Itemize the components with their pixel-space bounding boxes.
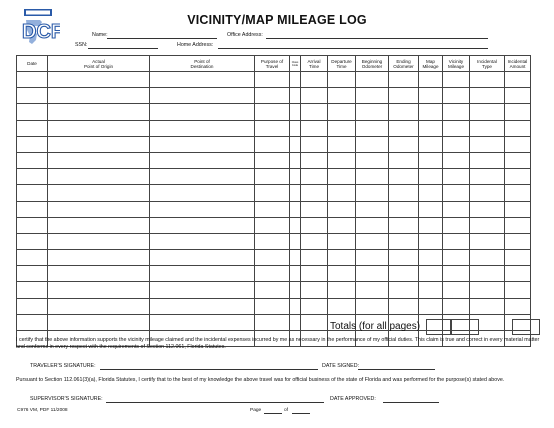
column-header-line-1: Incidental (507, 58, 528, 64)
table-row (17, 104, 531, 120)
table-cell[interactable] (443, 298, 470, 314)
table-cell[interactable] (290, 233, 301, 249)
table-cell[interactable] (419, 120, 443, 136)
column-header-line-2: Code (291, 63, 299, 67)
table-cell[interactable] (505, 233, 531, 249)
column-header (356, 56, 389, 72)
table-cell[interactable] (290, 266, 301, 282)
table-row (17, 152, 531, 168)
totals-label: Totals (for all pages) (330, 321, 421, 332)
table-cell[interactable] (389, 120, 419, 136)
traveler-signature-field[interactable] (100, 363, 318, 370)
table-cell[interactable] (17, 72, 48, 88)
table-cell[interactable] (48, 233, 150, 249)
table-cell[interactable] (255, 201, 290, 217)
table-cell[interactable] (443, 233, 470, 249)
table-row (17, 120, 531, 136)
table-cell[interactable] (328, 72, 356, 88)
table-row (17, 185, 531, 201)
table-cell[interactable] (48, 72, 150, 88)
table-cell[interactable] (470, 185, 505, 201)
column-header (150, 56, 255, 72)
table-cell[interactable] (301, 104, 328, 120)
table-cell[interactable] (301, 298, 328, 314)
table-cell[interactable] (389, 282, 419, 298)
table-cell[interactable] (150, 314, 255, 330)
table-cell[interactable] (290, 152, 301, 168)
table-cell[interactable] (150, 169, 255, 185)
table-cell[interactable] (301, 169, 328, 185)
table-cell[interactable] (419, 201, 443, 217)
table-row (17, 136, 531, 152)
table-cell[interactable] (389, 266, 419, 282)
table-cell[interactable] (328, 88, 356, 104)
table-cell[interactable] (443, 201, 470, 217)
table-cell[interactable] (290, 217, 301, 233)
column-header-line-1: Incidental (477, 58, 497, 64)
date-approved-label: DATE APPROVED: (330, 396, 376, 402)
column-header (389, 56, 419, 72)
table-cell[interactable] (290, 88, 301, 104)
table-cell[interactable] (419, 266, 443, 282)
column-header-line-1: Vicinity (448, 58, 464, 64)
table-cell[interactable] (301, 136, 328, 152)
table-cell[interactable] (301, 314, 328, 330)
table-cell[interactable] (255, 136, 290, 152)
table-cell[interactable] (356, 217, 389, 233)
table-cell[interactable] (419, 217, 443, 233)
table-cell[interactable] (356, 233, 389, 249)
table-cell[interactable] (419, 104, 443, 120)
table-cell[interactable] (48, 314, 150, 330)
table-cell[interactable] (150, 88, 255, 104)
mileage-log-table (16, 55, 531, 347)
table-cell[interactable] (328, 185, 356, 201)
column-header (290, 56, 301, 72)
table-cell[interactable] (470, 233, 505, 249)
table-cell[interactable] (419, 88, 443, 104)
table-cell[interactable] (17, 104, 48, 120)
table-cell[interactable] (48, 266, 150, 282)
table-cell[interactable] (328, 120, 356, 136)
table-cell[interactable] (389, 72, 419, 88)
table-cell[interactable] (150, 266, 255, 282)
table-cell[interactable] (443, 185, 470, 201)
table-cell[interactable] (17, 152, 48, 168)
table-cell[interactable] (443, 250, 470, 266)
table-cell[interactable] (255, 314, 290, 330)
table-cell[interactable] (48, 104, 150, 120)
table-cell[interactable] (17, 185, 48, 201)
column-header (328, 56, 356, 72)
table-cell[interactable] (48, 88, 150, 104)
table-cell[interactable] (356, 72, 389, 88)
table-cell[interactable] (150, 282, 255, 298)
table-cell[interactable] (150, 201, 255, 217)
page-title: VICINITY/MAP MILEAGE LOG (187, 13, 367, 27)
table-cell[interactable] (290, 136, 301, 152)
date-signed-label: DATE SIGNED: (322, 363, 359, 369)
table-cell[interactable] (443, 169, 470, 185)
table-cell[interactable] (419, 233, 443, 249)
table-cell[interactable] (389, 217, 419, 233)
table-cell[interactable] (48, 152, 150, 168)
table-row (17, 250, 531, 266)
table-cell[interactable] (443, 266, 470, 282)
table-cell[interactable] (356, 250, 389, 266)
table-row (17, 217, 531, 233)
table-cell[interactable] (505, 169, 531, 185)
column-header-line-2: Odometer (361, 63, 383, 69)
table-cell[interactable] (301, 217, 328, 233)
column-header-line-1: Map (426, 58, 435, 64)
table-cell[interactable] (443, 88, 470, 104)
table-cell[interactable] (290, 169, 301, 185)
table-cell[interactable] (328, 266, 356, 282)
column-header-line-2: Amount (509, 63, 526, 69)
table-cell[interactable] (328, 136, 356, 152)
certification-statement: I certify that the above information supports the vicinity mileage claimed and the incidental expenses incurred by me as necessary in the performance of my official duties. This claim is true and correct in every material matter and conforms in every respect with the requirements of Section 112.061, Florida Statutes. (16, 337, 540, 351)
date-signed-field[interactable] (358, 363, 435, 370)
table-cell[interactable] (48, 250, 150, 266)
column-header-line-1: Actual (92, 58, 105, 64)
table-cell[interactable] (505, 88, 531, 104)
table-cell[interactable] (290, 72, 301, 88)
table-cell[interactable] (328, 169, 356, 185)
office-address-field[interactable] (266, 32, 488, 39)
ssn-field[interactable] (88, 42, 158, 49)
column-header (419, 56, 443, 72)
table-cell[interactable] (470, 201, 505, 217)
table-cell[interactable] (356, 169, 389, 185)
table-cell[interactable] (150, 298, 255, 314)
table-cell[interactable] (505, 201, 531, 217)
table-cell[interactable] (301, 120, 328, 136)
column-header-line-2: Destination (190, 63, 214, 69)
table-cell[interactable] (389, 136, 419, 152)
table-cell[interactable] (470, 217, 505, 233)
name-field[interactable] (107, 32, 217, 39)
table-cell[interactable] (150, 72, 255, 88)
table-cell[interactable] (505, 298, 531, 314)
table-cell[interactable] (290, 201, 301, 217)
table-row (17, 72, 531, 88)
table-cell[interactable] (290, 185, 301, 201)
table-cell[interactable] (443, 104, 470, 120)
table-cell[interactable] (150, 185, 255, 201)
table-cell[interactable] (505, 152, 531, 168)
table-cell[interactable] (505, 120, 531, 136)
table-cell[interactable] (356, 185, 389, 201)
table-cell[interactable] (443, 72, 470, 88)
table-cell[interactable] (48, 201, 150, 217)
name-label: Name: (92, 32, 108, 38)
home-address-label: Home Address: (177, 42, 214, 48)
logo-text: DCF (22, 21, 60, 43)
table-row (17, 88, 531, 104)
table-cell[interactable] (48, 169, 150, 185)
column-header-line-2: Odometer (393, 63, 414, 69)
column-header-line-1: Beginning (361, 58, 383, 64)
table-cell[interactable] (419, 282, 443, 298)
table-cell[interactable] (150, 233, 255, 249)
table-cell[interactable] (470, 72, 505, 88)
column-header (17, 56, 48, 72)
column-header (48, 56, 150, 72)
column-header (470, 56, 505, 72)
table-cell[interactable] (255, 88, 290, 104)
table-cell[interactable] (150, 152, 255, 168)
column-header-line-1: Ending (396, 58, 411, 64)
table-cell[interactable] (389, 88, 419, 104)
ssn-label: SSN: (75, 42, 88, 48)
table-cell[interactable] (290, 104, 301, 120)
table-cell[interactable] (443, 152, 470, 168)
table-cell[interactable] (150, 120, 255, 136)
table-cell[interactable] (356, 201, 389, 217)
table-cell[interactable] (443, 120, 470, 136)
table-cell[interactable] (470, 152, 505, 168)
table-cell[interactable] (443, 282, 470, 298)
table-cell[interactable] (505, 72, 531, 88)
table-cell[interactable] (470, 169, 505, 185)
table-cell[interactable] (389, 298, 419, 314)
supervisor-signature-field[interactable] (106, 396, 324, 403)
table-cell[interactable] (470, 266, 505, 282)
table-cell[interactable] (290, 282, 301, 298)
table-cell[interactable] (356, 88, 389, 104)
table-cell[interactable] (389, 185, 419, 201)
table-cell[interactable] (470, 298, 505, 314)
table-cell[interactable] (505, 217, 531, 233)
table-cell[interactable] (150, 136, 255, 152)
column-header (443, 56, 470, 72)
column-header-line-1: Class (291, 60, 299, 64)
table-cell[interactable] (150, 217, 255, 233)
column-header-line-1: Purpose of (260, 58, 284, 64)
table-cell[interactable] (419, 250, 443, 266)
table-cell[interactable] (419, 169, 443, 185)
table-row (17, 298, 531, 314)
table-cell[interactable] (328, 104, 356, 120)
table-cell[interactable] (505, 250, 531, 266)
table-header-row (17, 56, 531, 72)
table-row (17, 201, 531, 217)
supervisor-certification: Pursuant to Section 112.061(3)(a), Florida Statutes, I certify that to the best of my knowledge the above travel was for official business of the state of Florida and was performed for the purpose(s) stated above. (16, 377, 505, 383)
table-cell[interactable] (356, 152, 389, 168)
table-cell[interactable] (328, 233, 356, 249)
table-cell[interactable] (328, 250, 356, 266)
table-cell[interactable] (470, 250, 505, 266)
table-cell[interactable] (17, 217, 48, 233)
supervisor-signature-label: SUPERVISOR'S SIGNATURE: (30, 396, 103, 402)
table-cell[interactable] (470, 136, 505, 152)
column-header-line-2: Date (27, 61, 37, 66)
table-cell[interactable] (301, 282, 328, 298)
table-cell[interactable] (255, 282, 290, 298)
table-cell[interactable] (470, 120, 505, 136)
table-cell[interactable] (255, 233, 290, 249)
table-cell[interactable] (255, 72, 290, 88)
column-header (505, 56, 531, 72)
table-cell[interactable] (48, 298, 150, 314)
table-cell[interactable] (356, 282, 389, 298)
table-cell[interactable] (419, 72, 443, 88)
table-cell[interactable] (419, 185, 443, 201)
column-header (255, 56, 290, 72)
table-cell[interactable] (17, 314, 48, 330)
table-cell[interactable] (255, 120, 290, 136)
table-cell[interactable] (328, 282, 356, 298)
table-cell[interactable] (301, 88, 328, 104)
table-cell[interactable] (505, 136, 531, 152)
table-cell[interactable] (470, 88, 505, 104)
table-cell[interactable] (17, 282, 48, 298)
table-cell[interactable] (150, 104, 255, 120)
traveler-signature-label: TRAVELER'S SIGNATURE: (30, 363, 96, 369)
table-cell[interactable] (328, 201, 356, 217)
table-cell[interactable] (301, 152, 328, 168)
table-cell[interactable] (505, 185, 531, 201)
table-cell[interactable] (255, 298, 290, 314)
table-cell[interactable] (150, 250, 255, 266)
table-cell[interactable] (255, 185, 290, 201)
table-row (17, 266, 531, 282)
table-cell[interactable] (290, 298, 301, 314)
table-cell[interactable] (17, 250, 48, 266)
table-cell[interactable] (301, 201, 328, 217)
map-mileage-total[interactable] (426, 319, 452, 335)
table-cell[interactable] (470, 282, 505, 298)
table-cell[interactable] (356, 136, 389, 152)
table-cell[interactable] (17, 266, 48, 282)
page-number-field[interactable] (264, 407, 282, 414)
column-header-line-2: Type (482, 63, 492, 69)
table-cell[interactable] (389, 152, 419, 168)
table-cell[interactable] (356, 104, 389, 120)
table-cell[interactable] (389, 104, 419, 120)
table-cell[interactable] (48, 185, 150, 201)
table-cell[interactable] (389, 250, 419, 266)
table-cell[interactable] (17, 298, 48, 314)
table-cell[interactable] (48, 120, 150, 136)
table-cell[interactable] (255, 169, 290, 185)
column-header (301, 56, 328, 72)
table-cell[interactable] (301, 233, 328, 249)
column-header-line-1: Arrival (307, 58, 321, 64)
table-cell[interactable] (389, 201, 419, 217)
table-cell[interactable] (255, 250, 290, 266)
table-cell[interactable] (255, 266, 290, 282)
table-cell[interactable] (328, 217, 356, 233)
table-cell[interactable] (290, 120, 301, 136)
table-cell[interactable] (301, 266, 328, 282)
table-cell[interactable] (443, 136, 470, 152)
table-row (17, 169, 531, 185)
table-cell[interactable] (255, 152, 290, 168)
column-header-line-1: Point of (194, 58, 210, 64)
vicinity-mileage-total[interactable] (450, 319, 479, 335)
table-cell[interactable] (356, 266, 389, 282)
table-cell[interactable] (328, 298, 356, 314)
table-cell[interactable] (301, 72, 328, 88)
table-cell[interactable] (470, 104, 505, 120)
table-cell[interactable] (356, 120, 389, 136)
table-cell[interactable] (290, 250, 301, 266)
table-cell[interactable] (290, 314, 301, 330)
table-cell[interactable] (389, 233, 419, 249)
form-id: C976 VM, PDF 11/2008 (17, 408, 68, 413)
incidental-amount-total[interactable] (512, 319, 540, 335)
table-cell[interactable] (505, 282, 531, 298)
table-cell[interactable] (17, 88, 48, 104)
column-header-line-2: Mileage (422, 63, 439, 69)
table-cell[interactable] (17, 136, 48, 152)
table-cell[interactable] (505, 266, 531, 282)
table-cell[interactable] (17, 201, 48, 217)
table-cell[interactable] (17, 169, 48, 185)
office-address-label: Office Address: (227, 32, 263, 38)
table-cell[interactable] (356, 298, 389, 314)
table-cell[interactable] (17, 233, 48, 249)
table-cell[interactable] (48, 282, 150, 298)
column-header-line-1: Departure (331, 58, 352, 64)
home-address-field[interactable] (218, 42, 488, 49)
column-header-line-2: Time (336, 63, 347, 69)
table-cell[interactable] (48, 136, 150, 152)
page-total-field[interactable] (292, 407, 310, 414)
table-cell[interactable] (443, 217, 470, 233)
table-row (17, 282, 531, 298)
table-cell[interactable] (255, 104, 290, 120)
column-header-line-2: Time (308, 63, 320, 69)
page-label: Page (250, 408, 262, 413)
table-cell[interactable] (419, 298, 443, 314)
table-cell[interactable] (505, 104, 531, 120)
column-header-line-2: Travel (265, 63, 279, 69)
date-approved-field[interactable] (383, 396, 439, 403)
table-row (17, 233, 531, 249)
table-cell[interactable] (389, 169, 419, 185)
table-cell[interactable] (17, 120, 48, 136)
table-cell[interactable] (328, 152, 356, 168)
table-cell[interactable] (255, 217, 290, 233)
table-cell[interactable] (419, 136, 443, 152)
column-header-line-2: Point of Origin (83, 63, 114, 69)
table-cell[interactable] (48, 217, 150, 233)
table-cell[interactable] (419, 152, 443, 168)
column-header-line-2: Mileage (447, 63, 465, 69)
of-label: of (284, 408, 289, 413)
table-cell[interactable] (301, 250, 328, 266)
table-cell[interactable] (301, 185, 328, 201)
table-body (17, 72, 531, 347)
